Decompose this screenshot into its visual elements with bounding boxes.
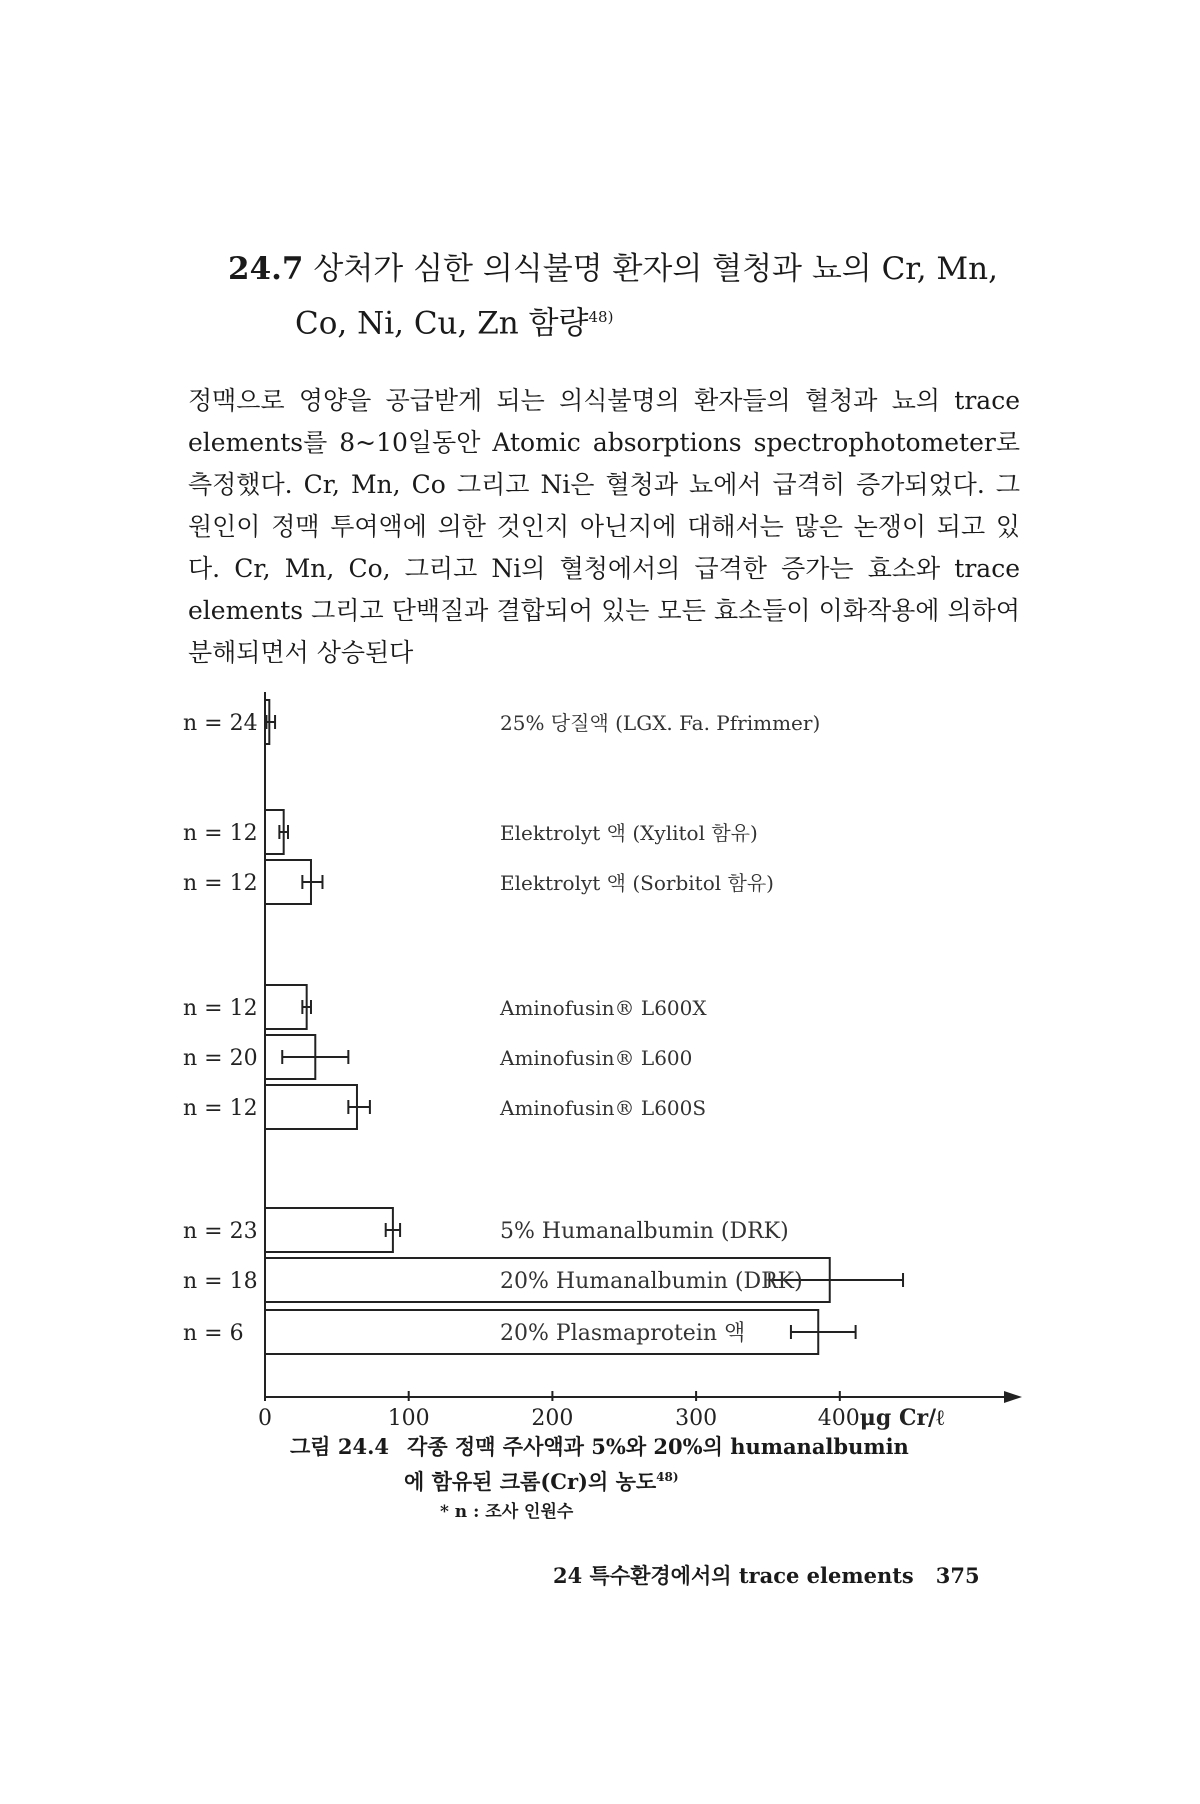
n-label: n = 24 <box>183 711 258 736</box>
footer-text: 24 특수환경에서의 trace elements <box>553 1563 914 1588</box>
page-number: 375 <box>935 1563 980 1588</box>
x-tick-label: 300 <box>675 1406 718 1431</box>
bar-label: Elektrolyt 액 (Xylitol 함유) <box>500 821 758 845</box>
bar-label: Aminofusin® L600X <box>500 996 707 1020</box>
n-label: n = 12 <box>183 1096 258 1121</box>
body-paragraph: 정맥으로 영양을 공급받게 되는 의식불명의 환자들의 혈청과 뇨의 trace elements를 8~10일동안 Atomic absorptions spectrophotometer로 측정했다. Cr, Mn, Co 그리고 Ni은 혈청과 뇨에서 급격히 증가되었다. 그 원인이 정맥 투여액에 의한 것인지 아닌지에 대해서는 많은 논쟁이 되고 있다. Cr, Mn, Co, 그리고 Ni의 혈청에서의 급격한 증가는 효소와 trace elements 그리고 단백질과 결합되어 있는 모든 효소들이 이화작용에 의하여 분해되면서 상승된다 <box>188 386 1020 667</box>
caption-note: * n : 조사 인원수 <box>440 1502 574 1522</box>
x-tick-label: 200 <box>531 1406 574 1431</box>
n-label: n = 20 <box>183 1046 258 1071</box>
bar-label: Aminofusin® L600 <box>500 1046 693 1070</box>
x-tick-label: 0 <box>258 1406 272 1431</box>
bar-label: Aminofusin® L600S <box>500 1096 707 1120</box>
caption-ref: 48) <box>656 1470 679 1484</box>
bar-label: 25% 당질액 (LGX. Fa. Pfrimmer) <box>500 711 821 735</box>
bar <box>265 1085 357 1129</box>
figure-caption <box>290 1432 1050 1527</box>
page-footer <box>553 1560 980 1590</box>
x-tick-label: 100 <box>387 1406 430 1431</box>
bar-label: 20% Plasmaprotein 액 <box>500 1321 746 1346</box>
section-number: 24.7 <box>228 251 304 287</box>
bar <box>265 1208 393 1252</box>
x-axis-arrow <box>1004 1391 1022 1403</box>
n-label: n = 23 <box>183 1219 258 1244</box>
bar-label: Elektrolyt 액 (Sorbitol 함유) <box>500 871 774 895</box>
n-label: n = 12 <box>183 996 258 1021</box>
x-tick-label: 400 <box>817 1406 860 1431</box>
x-axis-unit-label: μg Cr/ℓ <box>859 1405 945 1431</box>
caption-label: 그림 24.4 <box>290 1434 390 1459</box>
section-title-line2: Co, Ni, Cu, Zn 함량 <box>295 305 589 342</box>
section-title-line1: 상처가 심한 의식불명 환자의 혈청과 뇨의 Cr, Mn, <box>313 251 998 287</box>
bar-label: 5% Humanalbumin (DRK) <box>500 1219 789 1244</box>
bar <box>265 985 307 1029</box>
caption-line1: 각종 정맥 주사액과 5%와 20%의 humanalbumin <box>407 1434 909 1459</box>
section-ref: 48) <box>588 308 614 326</box>
n-label: n = 18 <box>183 1269 258 1294</box>
n-label: n = 6 <box>183 1321 244 1346</box>
bar-label: 20% Humanalbumin (DRK) <box>500 1269 803 1294</box>
n-label: n = 12 <box>183 871 258 896</box>
n-label: n = 12 <box>183 821 258 846</box>
caption-line2: 에 함유된 크롬(Cr)의 농도 <box>404 1469 657 1494</box>
